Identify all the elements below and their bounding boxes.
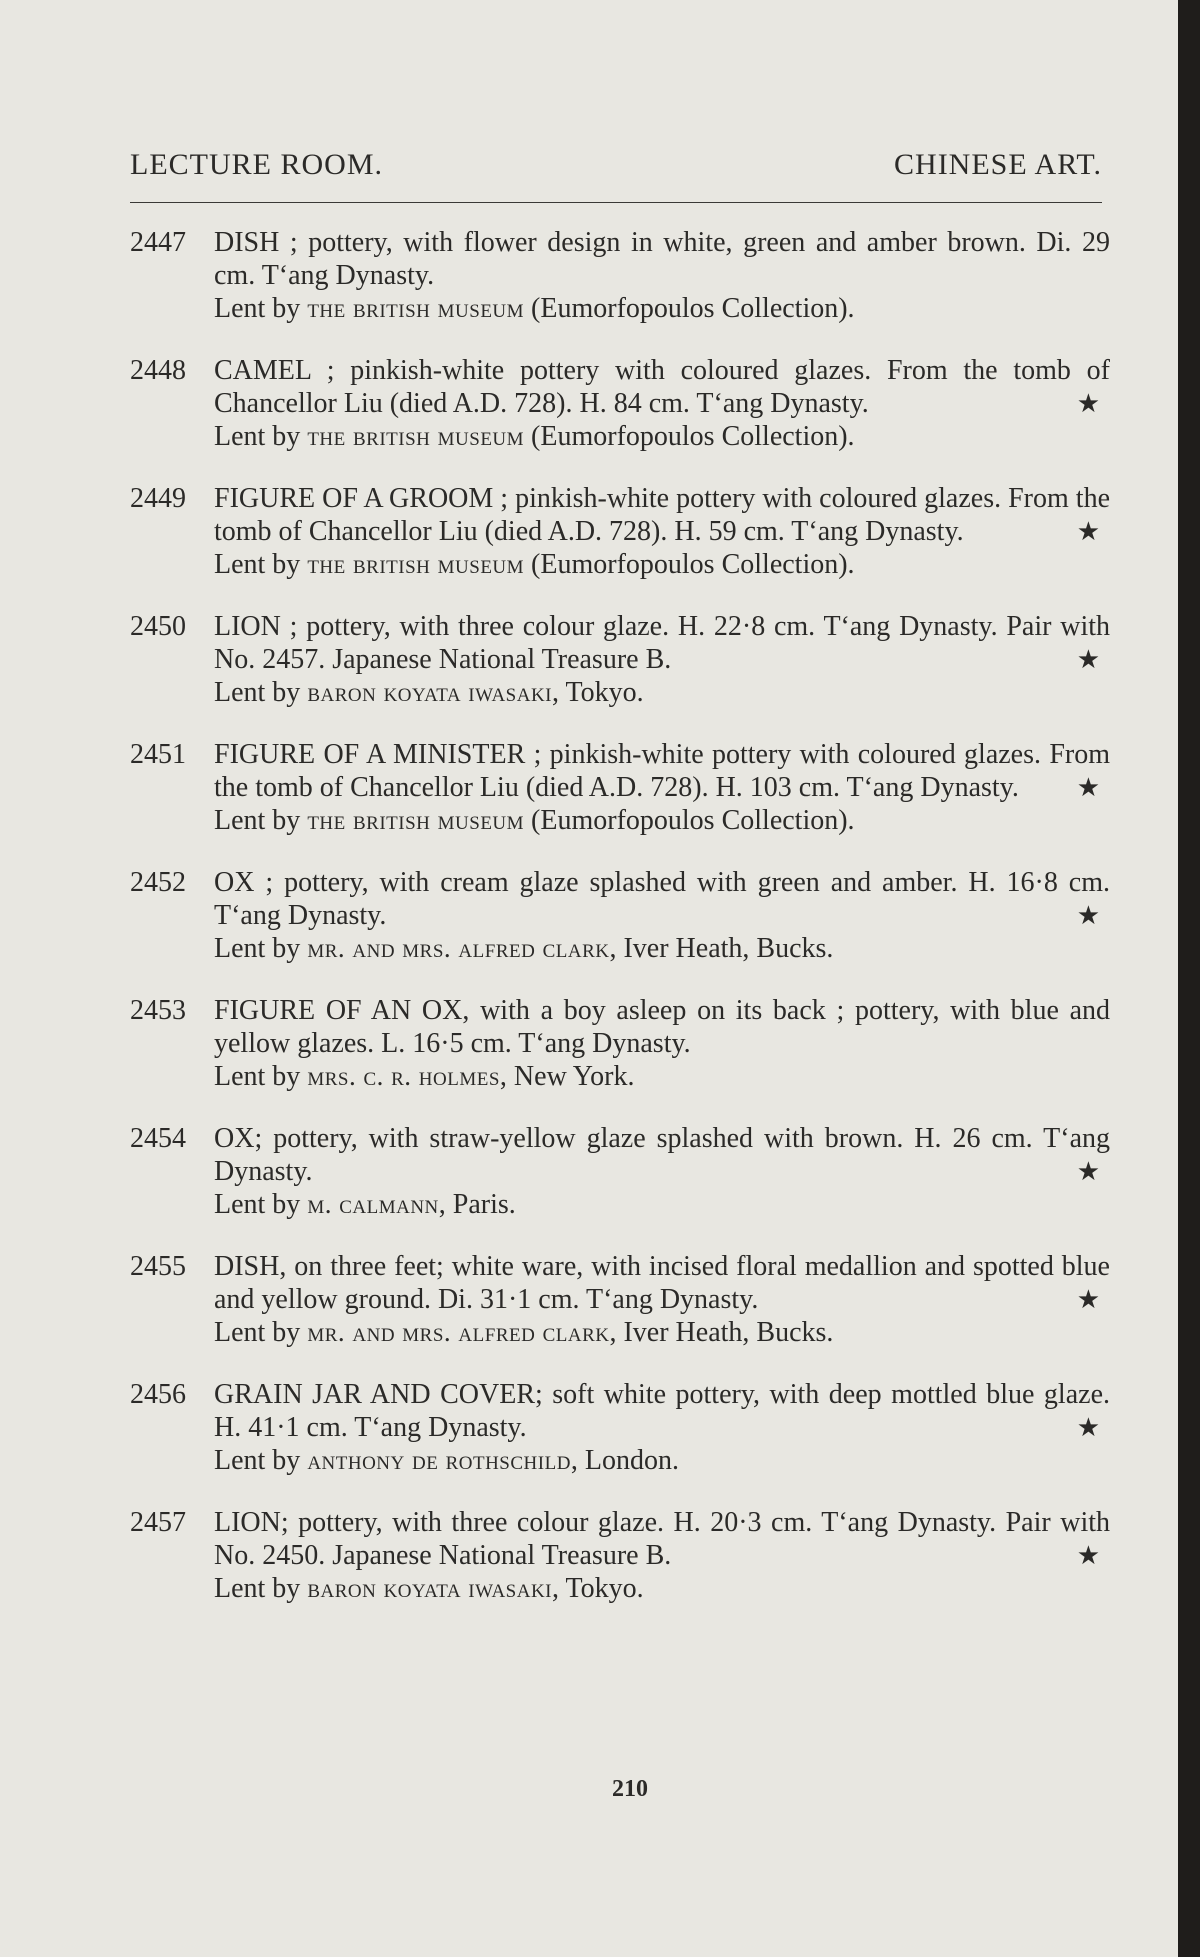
lender-name: the british museum [307,293,525,323]
star-icon: ★ [1076,389,1100,418]
entry-description [214,994,1110,1060]
entry-lender-line [214,292,1110,325]
catalogue-entry [130,994,1110,1093]
lender-name: the british museum [307,421,525,451]
lender-location: , New York. [499,1061,635,1092]
lender-location: , Tokyo. [552,1573,644,1604]
entry-number: 2454 [130,1123,186,1154]
entry-text: , with a boy asleep on its back ; pottery, with blue and yellow glazes. L. 16·5 cm. T‘ang Dynasty. [214,995,1110,1059]
lender-name: anthony de rothschild [307,1445,571,1475]
lender-name: the british museum [307,549,525,579]
entry-number: 2457 [130,1507,186,1538]
lent-by-label: Lent by [214,1061,308,1092]
lender-name: baron koyata iwasaki [307,1573,553,1603]
entry-number: 2450 [130,611,186,642]
entry-text: ; pinkish-white pottery with coloured glazes. From the tomb of Chancellor Liu (died A.D. 728). H. 59 cm. T‘ang Dynasty. [214,483,1110,547]
entry-title: FIGURE OF A GROOM [214,483,494,514]
lender-name: mrs. c. r. holmes [307,1061,500,1091]
lent-by-label: Lent by [214,677,308,708]
catalogue-entry [130,482,1110,581]
entry-text: ; soft white pottery, with deep mottled blue glaze. H. 41·1 cm. T‘ang Dynasty. [214,1379,1110,1443]
entry-text: ; pottery, with flower design in white, green and amber brown. Di. 29 cm. T‘ang Dynasty. [214,227,1110,291]
star-icon: ★ [1076,1413,1100,1442]
lender-location: , Paris. [438,1189,516,1220]
entry-description [214,1378,1110,1444]
lender-location: , Tokyo. [552,677,644,708]
lender-name: baron koyata iwasaki [307,677,553,707]
entry-number: 2447 [130,227,186,258]
entry-description [214,482,1110,548]
entry-lender-line [214,1188,1110,1221]
entry-description [214,226,1110,292]
lent-by-label: Lent by [214,293,308,324]
lender-location: (Eumorfopoulos Collection). [524,805,855,836]
lender-location: (Eumorfopoulos Collection). [524,293,855,324]
entry-text: ; pottery, with cream glaze splashed with green and amber. H. 16·8 cm. T‘ang Dynasty. [214,867,1110,931]
lent-by-label: Lent by [214,421,308,452]
star-icon: ★ [1076,773,1100,802]
catalogue-entry [130,610,1110,709]
star-icon: ★ [1076,645,1100,674]
catalogue-entry [130,738,1110,837]
entry-lender-line [214,1572,1110,1605]
lender-location: , Iver Heath, Bucks. [609,1317,834,1348]
star-icon: ★ [1076,517,1100,546]
lent-by-label: Lent by [214,1317,308,1348]
header-section-title: LECTURE ROOM. [130,148,383,181]
entry-lender-line [214,804,1110,837]
lent-by-label: Lent by [214,549,308,580]
lender-name: the british museum [307,805,525,835]
entry-text: , on three feet; white ware, with incised floral medallion and spotted blue and yellow ground. Di. 31·1 cm. T‘ang Dynasty. [214,1251,1110,1315]
entry-text: ; pottery, with straw-yellow glaze splashed with brown. H. 26 cm. T‘ang Dynasty. [214,1123,1110,1187]
entry-title: FIGURE OF AN OX [214,995,463,1026]
entry-title: LION [214,1507,281,1538]
entry-number: 2451 [130,739,186,770]
entry-description [214,354,1110,420]
star-icon: ★ [1076,901,1100,930]
running-header [130,148,1102,192]
header-rule [130,202,1102,203]
entry-description [214,1122,1110,1188]
catalogue-entry [130,866,1110,965]
entry-title: DISH [214,1251,280,1282]
entry-description [214,866,1110,932]
entry-lender-line [214,1444,1110,1477]
catalogue-entry [130,1122,1110,1221]
entry-text: ; pottery, with three colour glaze. H. 22·8 cm. T‘ang Dynasty. Pair with No. 2457. Japanese National Treasure B. [214,611,1110,675]
page-number: 210 [612,1776,648,1802]
catalogue-entry [130,1250,1110,1349]
entry-description [214,610,1110,676]
entry-number: 2456 [130,1379,186,1410]
star-icon: ★ [1076,1285,1100,1314]
lender-location: (Eumorfopoulos Collection). [524,421,855,452]
entry-description [214,738,1110,804]
entry-list [130,226,1110,1634]
catalogue-entry [130,1378,1110,1477]
lender-name: mr. and mrs. alfred clark [307,933,610,963]
lender-location: (Eumorfopoulos Collection). [524,549,855,580]
entry-title: GRAIN JAR AND COVER [214,1379,535,1410]
star-icon: ★ [1076,1157,1100,1186]
catalogue-entry [130,354,1110,453]
lender-name: mr. and mrs. alfred clark [307,1317,610,1347]
catalogue-entry [130,226,1110,325]
entry-lender-line [214,420,1110,453]
lent-by-label: Lent by [214,1573,308,1604]
lent-by-label: Lent by [214,1445,308,1476]
entry-number: 2455 [130,1251,186,1282]
entry-lender-line [214,932,1110,965]
lender-name: m. calmann [307,1189,439,1219]
lender-location: , London. [570,1445,680,1476]
entry-number: 2453 [130,995,186,1026]
entry-lender-line [214,1316,1110,1349]
lent-by-label: Lent by [214,805,308,836]
catalogue-entry [130,1506,1110,1605]
entry-text: ; pinkish-white pottery with coloured glazes. From the tomb of Chancellor Liu (died A.D. 728). H. 84 cm. T‘ang Dynasty. [214,355,1110,419]
entry-lender-line [214,548,1110,581]
lent-by-label: Lent by [214,1189,308,1220]
entry-text: ; pinkish-white pottery with coloured glazes. From the tomb of Chancellor Liu (died A.D. 728). H. 103 cm. T‘ang Dynasty. [214,739,1110,803]
entry-description [214,1250,1110,1316]
entry-title: CAMEL [214,355,311,386]
header-subject-title: CHINESE ART. [894,148,1102,181]
entry-lender-line [214,676,1110,709]
entry-description [214,1506,1110,1572]
book-edge [1178,0,1200,1957]
entry-number: 2449 [130,483,186,514]
entry-text: ; pottery, with three colour glaze. H. 20·3 cm. T‘ang Dynasty. Pair with No. 2450. Japanese National Treasure B. [214,1507,1110,1571]
entry-number: 2452 [130,867,186,898]
lent-by-label: Lent by [214,933,308,964]
lender-location: , Iver Heath, Bucks. [609,933,834,964]
entry-title: DISH [214,227,280,258]
star-icon: ★ [1076,1541,1100,1570]
entry-title: OX [214,867,255,898]
entry-title: OX [214,1123,255,1154]
entry-lender-line [214,1060,1110,1093]
entry-title: FIGURE OF A MINISTER [214,739,526,770]
entry-title: LION [214,611,281,642]
entry-number: 2448 [130,355,186,386]
